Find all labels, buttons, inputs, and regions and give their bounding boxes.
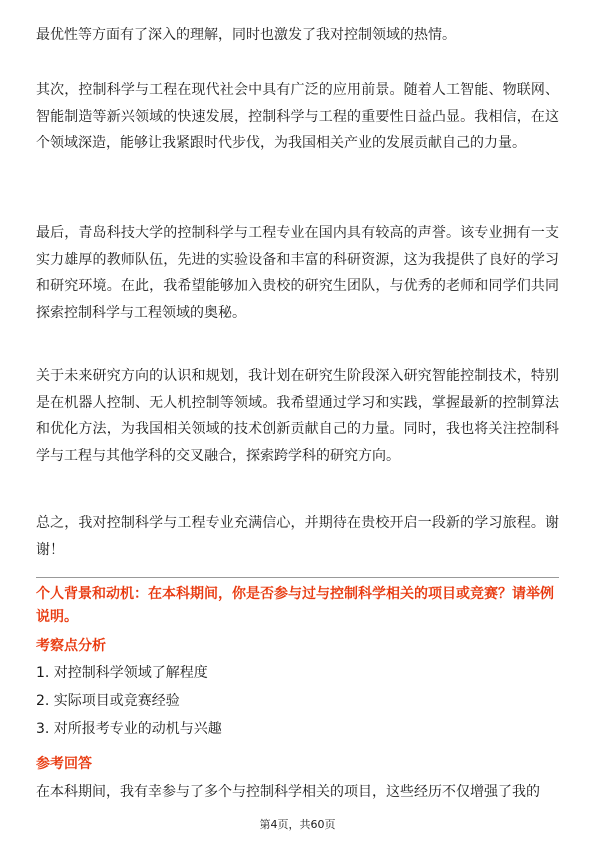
paragraph-research-plan: 关于未来研究方向的认识和规划，我计划在研究生阶段深入研究智能控制技术，特别是在机器人控制、无人机控制等领域。我希望通过学习和实践，掌握最新的控制算法和优化方法，为我国相关领域的技术创新贡献自己的力量。同时，我也将关注控制科学与工程与其他学科的交叉融合，探索跨学科的研究方向。 [36, 368, 559, 464]
page-number-footer: 第4页，共60页 [259, 818, 336, 831]
paragraph-second: 其次，控制科学与工程在现代社会中具有广泛的应用前景。随着人工智能、物联网、智能制造等新兴领域的快速发展，控制科学与工程的重要性日益凸显。我相信，在这个领域深造，能够让我紧跟时代步伐，为我国相关产业的发展贡献自己的力量。 [36, 82, 559, 151]
reference-answer-text: 在本科期间，我有幸参与了多个与控制科学相关的项目，这些经历不仅增强了我的 [36, 784, 540, 800]
analysis-heading: 考察点分析 [36, 638, 106, 654]
reference-heading: 参考回答 [36, 756, 92, 772]
paragraph-conclusion: 总之，我对控制科学与工程专业充满信心，并期待在贵校开启一段新的学习旅程。谢谢！ [36, 515, 559, 558]
section-divider [36, 577, 559, 578]
paragraph-third: 最后，青岛科技大学的控制科学与工程专业在国内具有较高的声誉。该专业拥有一支实力雄厚的教师队伍，先进的实验设备和丰富的科研资源，这为我提供了良好的学习和研究环境。在此，我希望能够加入贵校的研究生团队，与优秀的老师和同学们共同探索控制科学与工程领域的奥秘。 [36, 225, 559, 321]
analysis-point: 3. 对所报考专业的动机与兴趣 [36, 721, 222, 737]
analysis-point: 2. 实际项目或竞赛经验 [36, 693, 180, 709]
interview-question: 个人背景和动机：在本科期间，你是否参与过与控制科学相关的项目或竞赛？请举例说明。 [36, 586, 554, 625]
analysis-point: 1. 对控制科学领域了解程度 [36, 665, 208, 681]
paragraph-intro-continued: 最优性等方面有了深入的理解，同时也激发了我对控制领域的热情。 [36, 27, 456, 43]
